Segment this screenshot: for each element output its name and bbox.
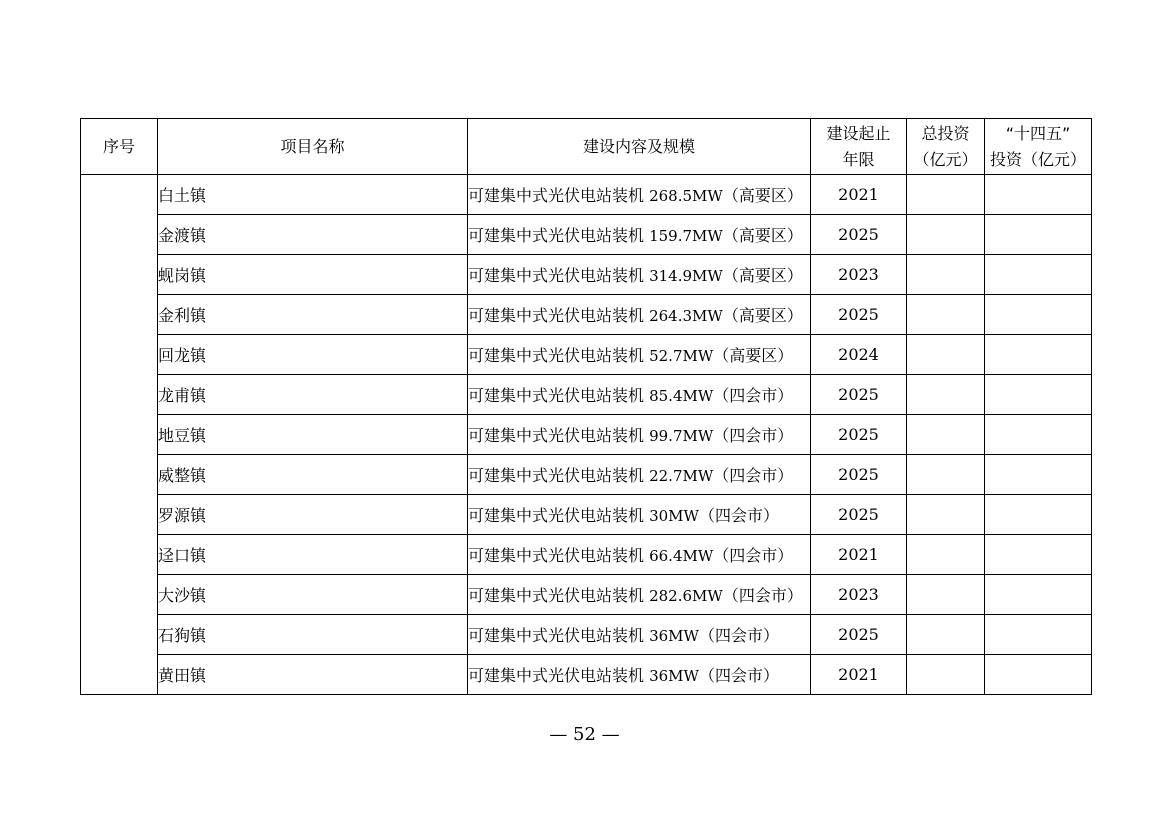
- content-scale-cell: [468, 495, 811, 535]
- table-row: [81, 175, 1092, 215]
- table-row: [81, 215, 1092, 255]
- project-name-cell: 金渡镇: [158, 215, 468, 255]
- region-label: （四会市）: [713, 386, 794, 405]
- table-row: [81, 575, 1092, 615]
- table-body: [81, 175, 1092, 695]
- content-prefix: 可建集中式光伏电站装机: [468, 506, 650, 525]
- region-label: （四会市）: [698, 666, 779, 685]
- region-label: （高要区）: [722, 226, 803, 245]
- total-investment-cell: [907, 335, 985, 375]
- content-scale-cell: [468, 215, 811, 255]
- capacity-value: 36MW: [649, 667, 699, 685]
- plan-investment-cell: [985, 615, 1092, 655]
- page-number: — 52 —: [549, 724, 620, 745]
- capacity-value: 66.4MW: [649, 547, 714, 565]
- content-scale-cell: [468, 455, 811, 495]
- project-name-cell: 罗源镇: [158, 495, 468, 535]
- project-name-cell: 威整镇: [158, 455, 468, 495]
- content-prefix: 可建集中式光伏电站装机: [468, 666, 650, 685]
- header-period: 建设起止 年限: [811, 119, 907, 175]
- content-scale-cell: [468, 415, 811, 455]
- region-label: （四会市）: [698, 506, 779, 525]
- header-total-investment: 总投资 （亿元）: [907, 119, 985, 175]
- content-prefix: 可建集中式光伏电站装机: [468, 266, 650, 285]
- table-row: [81, 255, 1092, 295]
- content-prefix: 可建集中式光伏电站装机: [468, 226, 650, 245]
- project-name-cell: 地豆镇: [158, 415, 468, 455]
- capacity-value: 30MW: [649, 507, 699, 525]
- content-scale-cell: [468, 335, 811, 375]
- project-name-cell: 黄田镇: [158, 655, 468, 695]
- content-prefix: 可建集中式光伏电站装机: [468, 386, 650, 405]
- region-label: （高要区）: [722, 266, 803, 285]
- plan-investment-cell: [985, 215, 1092, 255]
- total-investment-cell: [907, 655, 985, 695]
- year-cell: 2021: [811, 175, 907, 215]
- year-cell: 2025: [811, 375, 907, 415]
- capacity-value: 268.5MW: [649, 187, 723, 205]
- table-row: [81, 295, 1092, 335]
- year-cell: 2025: [811, 295, 907, 335]
- table-row: [81, 535, 1092, 575]
- project-name-cell: 回龙镇: [158, 335, 468, 375]
- seq-cell: [81, 175, 158, 695]
- project-name-cell: 金利镇: [158, 295, 468, 335]
- content-prefix: 可建集中式光伏电站装机: [468, 466, 650, 485]
- project-table: [80, 118, 1092, 695]
- content-prefix: 可建集中式光伏电站装机: [468, 426, 650, 445]
- year-cell: 2021: [811, 655, 907, 695]
- capacity-value: 85.4MW: [649, 387, 714, 405]
- year-cell: 2025: [811, 215, 907, 255]
- header-14th-plan-investment: “十四五” 投资（亿元）: [985, 119, 1092, 175]
- total-investment-cell: [907, 535, 985, 575]
- content-scale-cell: [468, 175, 811, 215]
- region-label: （四会市）: [713, 426, 794, 445]
- content-prefix: 可建集中式光伏电站装机: [468, 626, 650, 645]
- table-row: [81, 375, 1092, 415]
- region-label: （四会市）: [698, 626, 779, 645]
- total-investment-cell: [907, 375, 985, 415]
- project-name-cell: 迳口镇: [158, 535, 468, 575]
- year-cell: 2025: [811, 455, 907, 495]
- capacity-value: 282.6MW: [649, 587, 723, 605]
- region-label: （四会市）: [713, 466, 794, 485]
- table-header-row: [81, 119, 1092, 175]
- table-row: [81, 615, 1092, 655]
- content-prefix: 可建集中式光伏电站装机: [468, 306, 650, 325]
- plan-investment-cell: [985, 535, 1092, 575]
- total-investment-cell: [907, 615, 985, 655]
- capacity-value: 159.7MW: [649, 227, 723, 245]
- region-label: （四会市）: [722, 586, 803, 605]
- table-row: [81, 655, 1092, 695]
- project-name-cell: 龙甫镇: [158, 375, 468, 415]
- content-scale-cell: [468, 295, 811, 335]
- content-prefix: 可建集中式光伏电站装机: [468, 586, 650, 605]
- total-investment-cell: [907, 295, 985, 335]
- content-prefix: 可建集中式光伏电站装机: [468, 346, 650, 365]
- capacity-value: 52.7MW: [649, 347, 714, 365]
- capacity-value: 314.9MW: [649, 267, 723, 285]
- content-prefix: 可建集中式光伏电站装机: [468, 186, 650, 205]
- content-scale-cell: [468, 535, 811, 575]
- table-row: [81, 415, 1092, 455]
- region-label: （高要区）: [713, 346, 794, 365]
- content-scale-cell: [468, 375, 811, 415]
- plan-investment-cell: [985, 455, 1092, 495]
- plan-investment-cell: [985, 375, 1092, 415]
- year-cell: 2025: [811, 615, 907, 655]
- table-row: [81, 335, 1092, 375]
- plan-investment-cell: [985, 575, 1092, 615]
- plan-investment-cell: [985, 295, 1092, 335]
- total-investment-cell: [907, 495, 985, 535]
- year-cell: 2024: [811, 335, 907, 375]
- project-name-cell: 白土镇: [158, 175, 468, 215]
- capacity-value: 36MW: [649, 627, 699, 645]
- header-seq: 序号: [81, 119, 158, 175]
- project-name-cell: 大沙镇: [158, 575, 468, 615]
- plan-investment-cell: [985, 655, 1092, 695]
- plan-investment-cell: [985, 175, 1092, 215]
- total-investment-cell: [907, 415, 985, 455]
- plan-investment-cell: [985, 255, 1092, 295]
- content-scale-cell: [468, 655, 811, 695]
- header-project-name: 项目名称: [158, 119, 468, 175]
- region-label: （四会市）: [713, 546, 794, 565]
- total-investment-cell: [907, 255, 985, 295]
- content-scale-cell: [468, 615, 811, 655]
- content-scale-cell: [468, 575, 811, 615]
- project-name-cell: 蚬岗镇: [158, 255, 468, 295]
- year-cell: 2025: [811, 415, 907, 455]
- total-investment-cell: [907, 575, 985, 615]
- year-cell: 2025: [811, 495, 907, 535]
- capacity-value: 99.7MW: [649, 427, 714, 445]
- plan-investment-cell: [985, 415, 1092, 455]
- total-investment-cell: [907, 455, 985, 495]
- total-investment-cell: [907, 175, 985, 215]
- year-cell: 2023: [811, 575, 907, 615]
- header-content-scale: 建设内容及规模: [468, 119, 811, 175]
- total-investment-cell: [907, 215, 985, 255]
- content-prefix: 可建集中式光伏电站装机: [468, 546, 650, 565]
- plan-investment-cell: [985, 335, 1092, 375]
- region-label: （高要区）: [722, 186, 803, 205]
- project-name-cell: 石狗镇: [158, 615, 468, 655]
- year-cell: 2023: [811, 255, 907, 295]
- capacity-value: 264.3MW: [649, 307, 723, 325]
- plan-investment-cell: [985, 495, 1092, 535]
- table-row: [81, 455, 1092, 495]
- year-cell: 2021: [811, 535, 907, 575]
- content-scale-cell: [468, 255, 811, 295]
- table-row: [81, 495, 1092, 535]
- capacity-value: 22.7MW: [649, 467, 714, 485]
- region-label: （高要区）: [722, 306, 803, 325]
